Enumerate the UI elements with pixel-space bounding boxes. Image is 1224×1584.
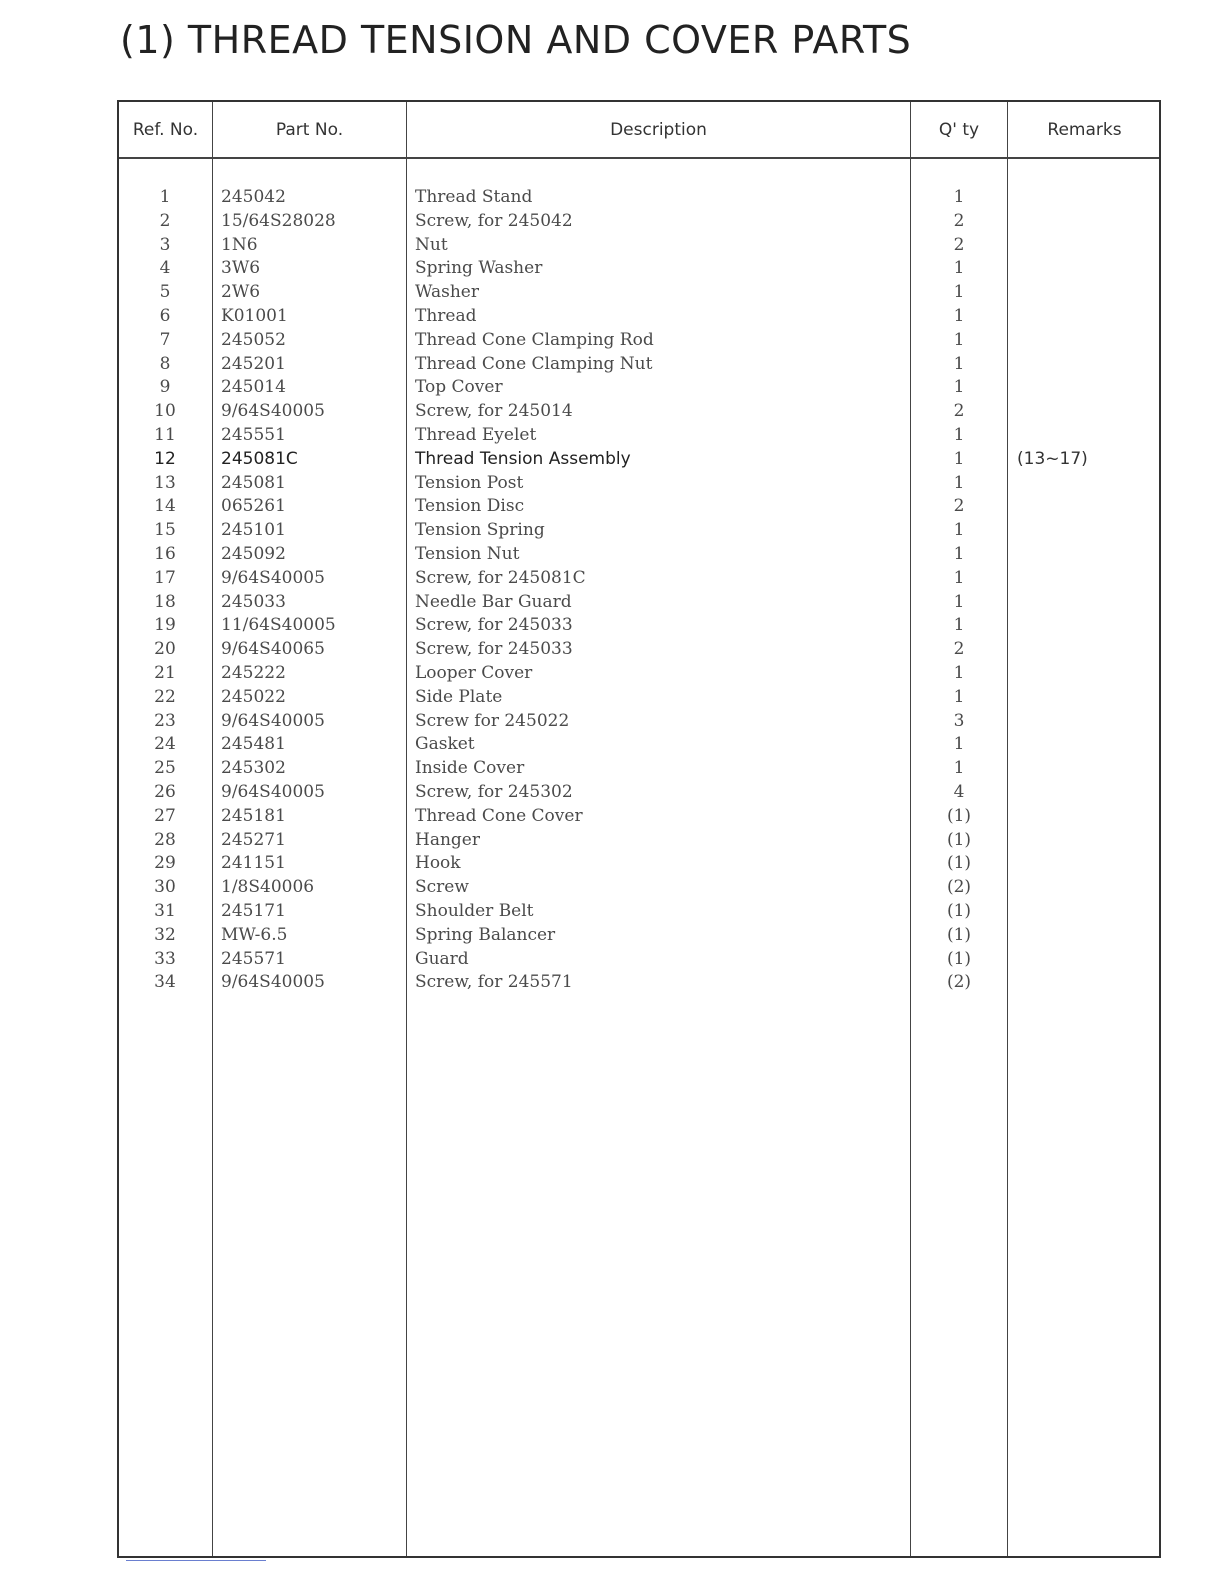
table-row [119, 662, 1159, 686]
part-no-cell: 245551 [221, 424, 286, 445]
description-cell: Screw, for 245033 [415, 639, 573, 660]
ref-no-cell: 6 [159, 305, 171, 326]
table-row [119, 424, 1159, 448]
quantity-cell: 2 [953, 401, 965, 422]
table-row [119, 567, 1159, 591]
quantity-cell: 4 [953, 781, 965, 802]
table-row [119, 614, 1159, 638]
part-no-cell: 9/64S40005 [221, 401, 325, 422]
quantity-cell: 1 [953, 520, 965, 541]
ref-no-cell: 3 [159, 234, 171, 255]
description-cell: Thread Cone Clamping Rod [415, 329, 654, 350]
header-ref-no: Ref. No. [132, 120, 199, 140]
part-no-cell: 245481 [221, 734, 286, 755]
table-row [119, 400, 1159, 424]
part-no-cell: 245171 [221, 900, 286, 921]
part-no-cell: 3W6 [221, 258, 261, 279]
description-cell: Screw [415, 877, 469, 898]
table-row [119, 376, 1159, 400]
table-row [119, 472, 1159, 496]
page-title: (1) THREAD TENSION AND COVER PARTS [120, 18, 912, 62]
ref-no-cell: 7 [159, 329, 171, 350]
table-row [119, 210, 1159, 234]
quantity-cell: 3 [953, 710, 965, 731]
table-row [119, 900, 1159, 924]
ref-no-cell: 33 [154, 948, 176, 969]
table-row [119, 638, 1159, 662]
ref-no-cell: 15 [154, 520, 176, 541]
part-no-cell: 245101 [221, 520, 286, 541]
table-row [119, 519, 1159, 543]
table-row [119, 257, 1159, 281]
table-row [119, 710, 1159, 734]
description-cell: Nut [415, 234, 448, 255]
quantity-cell: 2 [953, 639, 965, 660]
description-cell: Thread Stand [415, 187, 533, 207]
part-no-cell: 245052 [221, 329, 286, 350]
ref-no-cell: 22 [154, 686, 176, 707]
table-row [119, 495, 1159, 519]
part-no-cell: 245201 [221, 353, 286, 374]
quantity-cell: 1 [953, 377, 965, 398]
description-cell: Gasket [415, 734, 475, 755]
ref-no-cell: 10 [154, 401, 176, 422]
description-cell: Thread Eyelet [415, 424, 537, 445]
table-row [119, 686, 1159, 710]
description-cell: Thread [415, 305, 477, 326]
ref-no-cell: 1 [159, 187, 171, 207]
ref-no-cell: 24 [154, 734, 176, 755]
table-row [119, 924, 1159, 948]
description-cell: Tension Disc [415, 496, 525, 517]
table-row [119, 948, 1159, 972]
ref-no-cell: 32 [154, 924, 176, 945]
ref-no-cell: 34 [154, 972, 176, 993]
part-no-cell: 2W6 [221, 282, 261, 303]
quantity-cell: (1) [946, 924, 972, 945]
quantity-cell: (1) [946, 805, 972, 826]
quantity-cell: 1 [953, 187, 965, 207]
ref-no-cell: 2 [159, 210, 171, 231]
parts-table [117, 100, 1161, 1558]
description-cell: Spring Balancer [415, 924, 556, 945]
quantity-cell: 1 [953, 258, 965, 279]
description-cell: Needle Bar Guard [415, 591, 572, 612]
ref-no-cell: 17 [154, 567, 176, 588]
description-cell: Guard [415, 948, 469, 969]
header-quantity: Q' ty [938, 120, 980, 140]
quantity-cell: (1) [946, 853, 972, 874]
quantity-cell: 1 [953, 472, 965, 493]
table-row [119, 281, 1159, 305]
ref-no-cell: 29 [154, 853, 176, 874]
part-no-cell: 245042 [221, 187, 286, 207]
quantity-cell: (2) [946, 972, 972, 993]
part-no-cell: 245033 [221, 591, 286, 612]
quantity-cell: 2 [953, 496, 965, 517]
table-row [119, 305, 1159, 329]
quantity-cell: 1 [953, 686, 965, 707]
table-row [119, 329, 1159, 353]
part-no-cell: 065261 [221, 496, 286, 517]
description-cell: Looper Cover [415, 662, 533, 683]
description-cell: Thread Tension Assembly [415, 448, 631, 469]
table-row [119, 353, 1159, 377]
description-cell: Hanger [415, 829, 480, 850]
part-no-cell: 1/8S40006 [221, 877, 315, 898]
part-no-cell: 245222 [221, 662, 286, 683]
table-row [119, 971, 1159, 995]
ref-no-cell: 26 [154, 781, 176, 802]
table-row [119, 876, 1159, 900]
description-cell: Screw, for 245014 [415, 401, 573, 422]
part-no-cell: 9/64S40005 [221, 781, 325, 802]
description-cell: Screw, for 245033 [415, 615, 573, 636]
quantity-cell: 1 [953, 615, 965, 636]
part-no-cell: 9/64S40005 [221, 567, 325, 588]
quantity-cell: 1 [953, 734, 965, 755]
ref-no-cell: 11 [154, 424, 176, 445]
quantity-cell: 1 [953, 305, 965, 326]
part-no-cell: K01001 [221, 305, 288, 326]
table-row [119, 781, 1159, 805]
table-row [119, 591, 1159, 615]
ref-no-cell: 14 [154, 496, 176, 517]
header-description: Description [610, 120, 707, 140]
remarks-cell: (13~17) [1017, 448, 1088, 469]
quantity-cell: 1 [953, 758, 965, 779]
table-row [119, 733, 1159, 757]
header-part-no: Part No. [275, 120, 344, 140]
table-row [119, 234, 1159, 258]
ref-no-cell: 21 [154, 662, 176, 683]
quantity-cell: 1 [953, 424, 965, 445]
ref-no-cell: 13 [154, 472, 176, 493]
part-no-cell: 245571 [221, 948, 286, 969]
ref-no-cell: 27 [154, 805, 176, 826]
part-no-cell: MW-6.5 [221, 924, 288, 945]
ref-no-cell: 28 [154, 829, 176, 850]
ref-no-cell: 23 [154, 710, 176, 731]
part-no-cell: 245081C [221, 448, 298, 469]
ref-no-cell: 19 [154, 615, 176, 636]
description-cell: Tension Nut [415, 543, 520, 564]
part-no-cell: 9/64S40005 [221, 710, 325, 731]
table-row [119, 829, 1159, 853]
quantity-cell: 1 [953, 329, 965, 350]
table-row [119, 757, 1159, 781]
table-row [119, 543, 1159, 567]
quantity-cell: 1 [953, 543, 965, 564]
description-cell: Hook [415, 853, 461, 874]
part-no-cell: 245081 [221, 472, 286, 493]
part-no-cell: 241151 [221, 853, 286, 874]
description-cell: Screw for 245022 [415, 710, 570, 731]
table-row [119, 448, 1159, 472]
part-no-cell: 245014 [221, 377, 286, 398]
ref-no-cell: 16 [154, 543, 176, 564]
quantity-cell: 1 [953, 282, 965, 303]
table-row [119, 186, 1159, 210]
quantity-cell: 1 [953, 662, 965, 683]
table-body [119, 186, 1159, 995]
ref-no-cell: 9 [159, 377, 171, 398]
ref-no-cell: 5 [159, 282, 171, 303]
description-cell: Screw, for 245042 [415, 210, 573, 231]
ref-no-cell: 30 [154, 877, 176, 898]
header-divider [119, 157, 1159, 159]
quantity-cell: 1 [953, 567, 965, 588]
description-cell: Spring Washer [415, 258, 543, 279]
ref-no-cell: 20 [154, 639, 176, 660]
part-no-cell: 245302 [221, 758, 286, 779]
ref-no-cell: 31 [154, 900, 176, 921]
description-cell: Tension Spring [415, 520, 545, 541]
ref-no-cell: 12 [154, 448, 176, 469]
header-remarks: Remarks [1047, 120, 1122, 140]
part-no-cell: 245022 [221, 686, 286, 707]
footer-rule [126, 1560, 266, 1561]
description-cell: Screw, for 245302 [415, 781, 573, 802]
description-cell: Screw, for 245571 [415, 972, 573, 993]
part-no-cell: 15/64S28028 [221, 210, 336, 231]
part-no-cell: 245271 [221, 829, 286, 850]
part-no-cell: 9/64S40005 [221, 972, 325, 993]
part-no-cell: 9/64S40065 [221, 639, 325, 660]
description-cell: Tension Post [415, 472, 524, 493]
ref-no-cell: 18 [154, 591, 176, 612]
description-cell: Side Plate [415, 686, 503, 707]
description-cell: Thread Cone Clamping Nut [415, 353, 653, 374]
part-no-cell: 245181 [221, 805, 286, 826]
description-cell: Thread Cone Cover [415, 805, 583, 826]
quantity-cell: (2) [946, 877, 972, 898]
quantity-cell: 1 [953, 591, 965, 612]
ref-no-cell: 25 [154, 758, 176, 779]
description-cell: Shoulder Belt [415, 900, 534, 921]
part-no-cell: 1N6 [221, 234, 258, 255]
quantity-cell: 2 [953, 234, 965, 255]
part-no-cell: 11/64S40005 [221, 615, 336, 636]
quantity-cell: 1 [953, 353, 965, 374]
ref-no-cell: 8 [159, 353, 171, 374]
ref-no-cell: 4 [159, 258, 171, 279]
table-row [119, 852, 1159, 876]
quantity-cell: (1) [946, 900, 972, 921]
description-cell: Screw, for 245081C [415, 567, 586, 588]
quantity-cell: 2 [953, 210, 965, 231]
quantity-cell: (1) [946, 829, 972, 850]
description-cell: Inside Cover [415, 758, 525, 779]
description-cell: Washer [415, 282, 479, 303]
part-no-cell: 245092 [221, 543, 286, 564]
table-row [119, 805, 1159, 829]
quantity-cell: 1 [953, 448, 965, 469]
quantity-cell: (1) [946, 948, 972, 969]
description-cell: Top Cover [415, 377, 503, 398]
